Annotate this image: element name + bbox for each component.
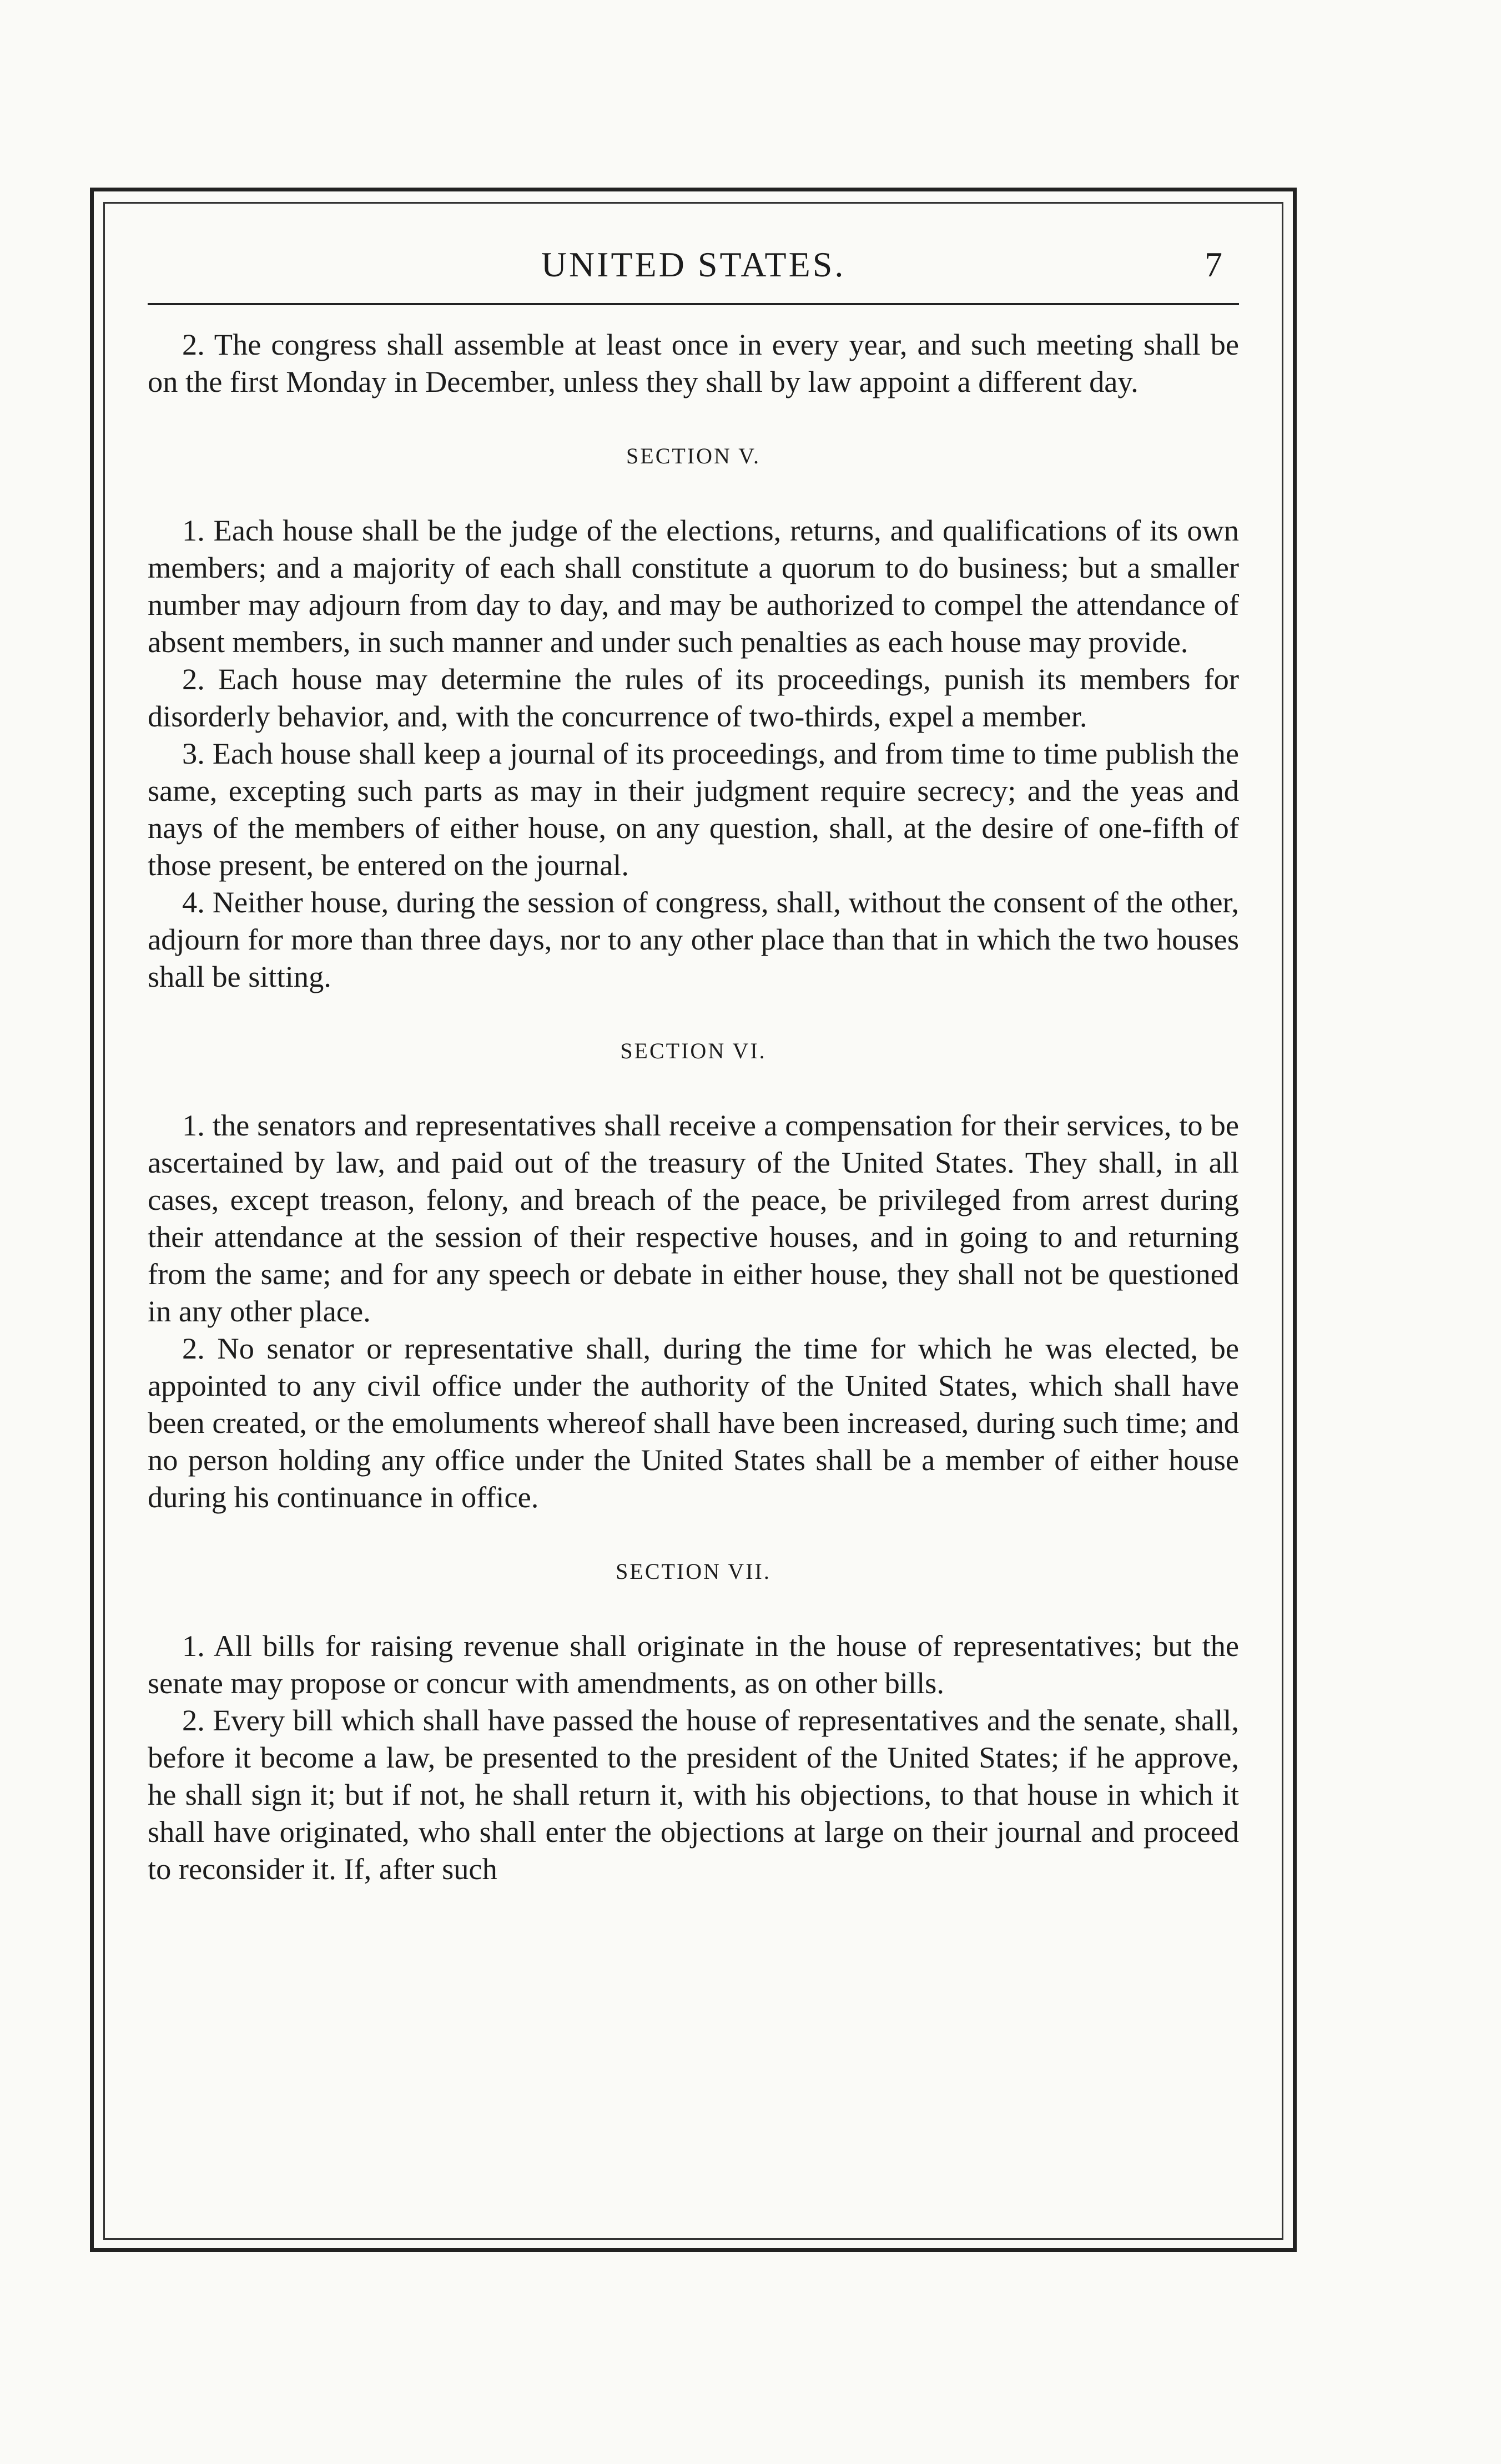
clause-5-4: 4. Neither house, during the session of congress, shall, without the consent of the other, adjourn for more than three days, nor to any other place than that in which the two houses shall be sitting. <box>148 886 1239 993</box>
running-title: UNITED STATES. <box>541 245 846 284</box>
clause-7-2: 2. Every bill which shall have passed the house of representatives and the senate, shall, before it become a law, be presented to the president of the United States; if he approve, he shall sign it; but if not, he shall return it, with his objections, to that house in which it shall have originated, who shall enter the objections at large on their journal and proceed to reconsider it. If, after such <box>148 1704 1239 1886</box>
page-content <box>148 222 1239 2231</box>
clause-6-1: 1. the senators and representatives shall receive a compensation for their services, to be ascertained by law, and paid out of the treasury of the United States. They shall, in all cases, except treason, felony, and breach of the peace, be privileged from arrest during their attendance at the session of their respective houses, and in going to and returning from the same; and for any speech or debate in either house, they shall not be questioned in any other place. <box>148 1109 1239 1328</box>
clause-7-1: 1. All bills for raising revenue shall originate in the house of representatives; but the senate may propose or concur with amendments, as on other bills. <box>148 1629 1239 1700</box>
page-header <box>148 222 1239 305</box>
clause-5-2: 2. Each house may determine the rules of its proceedings, punish its members for disorderly behavior, and, with the concurrence of two-thirds, expel a member. <box>148 663 1239 733</box>
header-rule <box>148 303 1239 305</box>
section-heading-v: SECTION V. <box>626 443 760 468</box>
section-heading-vii: SECTION VII. <box>616 1559 771 1584</box>
page-number: 7 <box>1205 245 1222 284</box>
clause-4-2: 2. The congress shall assemble at least once in every year, and such meeting shall be on the first Monday in December, unless they shall by law appoint a different day. <box>148 328 1239 398</box>
section-heading-vi: SECTION VI. <box>620 1038 767 1063</box>
clause-5-3: 3. Each house shall keep a journal of its proceedings, and from time to time publish the same, excepting such parts as may in their judgment require secrecy; and the yeas and nays of the members of either house, on any question, shall, at the desire of one-fifth of those present, be entered on the journal. <box>148 737 1239 882</box>
clause-5-1: 1. Each house shall be the judge of the elections, returns, and qualifications of its own members; and a majority of each shall constitute a quorum to do business; but a smaller number may adjourn from day to day, and may be authorized to compel the attendance of absent members, in such manner and under such penalties as each house may provide. <box>148 514 1239 659</box>
clause-6-2: 2. No senator or representative shall, during the time for which he was elected, be appointed to any civil office under the authority of the United States, which shall have been created, or the emoluments whereof shall have been increased, during such time; and no person holding any office under the United States shall be a member of either house during his continuance in office. <box>148 1332 1239 1514</box>
